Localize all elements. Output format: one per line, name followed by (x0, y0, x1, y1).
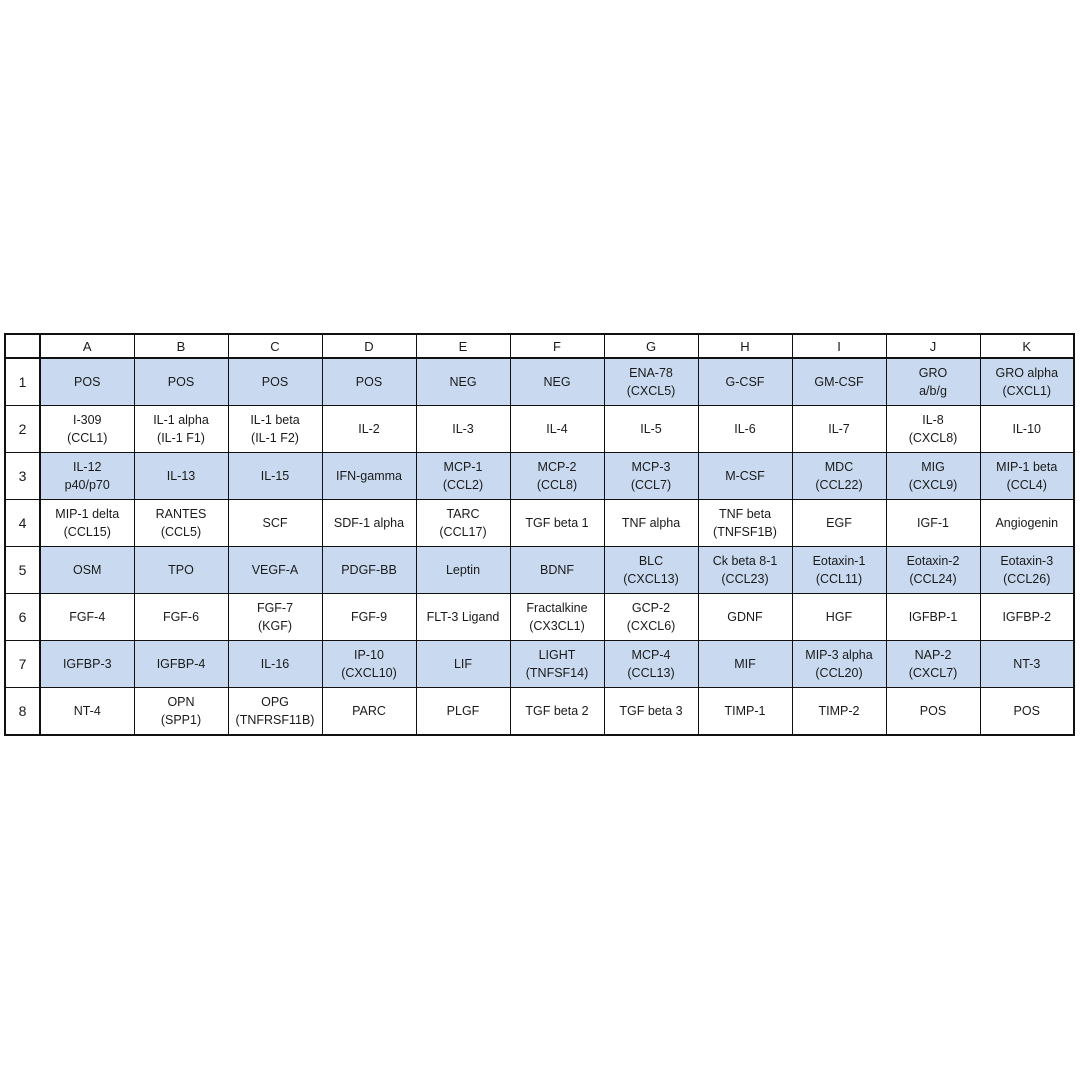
cell-label: IFN-gamma (336, 469, 402, 483)
cell-label: PLGF (446, 704, 480, 718)
table-cell (40, 453, 134, 500)
cell-label: MDC (824, 460, 854, 474)
table-row (5, 641, 1074, 688)
cell-label: LIGHT (538, 648, 576, 662)
table-cell (698, 594, 792, 641)
table-cell (228, 406, 322, 453)
cell-label: IL-1 alpha (153, 413, 209, 427)
cell-sublabel: (CCL22) (815, 478, 863, 492)
cell-label: IL-15 (260, 469, 290, 483)
cell-label: POS (919, 704, 947, 718)
table-cell (886, 641, 980, 688)
table-cell (510, 453, 604, 500)
cell-label: IL-4 (546, 422, 568, 436)
row-header: 7 (5, 641, 40, 688)
cell-label: IL-1 beta (250, 413, 300, 427)
cell-label: POS (167, 375, 195, 389)
cell-sublabel: (TNFRSF11B) (235, 713, 315, 727)
column-header: F (510, 334, 604, 358)
cell-label: RANTES (155, 507, 207, 521)
cell-label: IL-6 (734, 422, 756, 436)
cell-label: MIG (921, 460, 945, 474)
cell-label: Angiogenin (995, 516, 1059, 530)
cell-label: GCP-2 (631, 601, 671, 615)
cell-label: IL-5 (640, 422, 662, 436)
table-cell (698, 500, 792, 547)
table-cell (134, 358, 228, 406)
table-cell (698, 406, 792, 453)
table-cell (416, 641, 510, 688)
table-cell (416, 547, 510, 594)
cell-label: OSM (73, 563, 102, 577)
cell-label: POS (261, 375, 289, 389)
cell-sublabel: (CXCL10) (341, 666, 397, 680)
cell-label: IL-16 (260, 657, 290, 671)
table-cell (40, 358, 134, 406)
cell-label: ENA-78 (629, 366, 673, 380)
table-cell (886, 358, 980, 406)
cell-label: BDNF (539, 563, 575, 577)
cell-sublabel: (CCL4) (1006, 478, 1047, 492)
cell-label: NEG (449, 375, 477, 389)
cell-label: TGF beta 1 (525, 516, 589, 530)
table-cell (604, 594, 698, 641)
column-header-row (5, 334, 1074, 358)
table-cell (792, 500, 886, 547)
table-cell (228, 594, 322, 641)
table-cell (416, 500, 510, 547)
cell-label: MCP-3 (631, 460, 671, 474)
cell-label: NEG (543, 375, 571, 389)
table-cell (604, 641, 698, 688)
table-cell (40, 594, 134, 641)
cell-label: Ck beta 8-1 (712, 554, 778, 568)
row-header: 5 (5, 547, 40, 594)
table-cell (886, 500, 980, 547)
cell-sublabel: (CCL1) (67, 431, 108, 445)
cell-label: TGF beta 3 (619, 704, 683, 718)
cell-sublabel: (TNFSF1B) (713, 525, 777, 539)
table-cell (416, 406, 510, 453)
cell-label: TGF beta 2 (525, 704, 589, 718)
cell-label: IGF-1 (917, 516, 949, 530)
table-row (5, 688, 1074, 736)
cell-label: TIMP-1 (724, 704, 766, 718)
column-header: I (792, 334, 886, 358)
table-cell (40, 641, 134, 688)
cell-sublabel: (IL-1 F1) (157, 431, 205, 445)
table-row (5, 547, 1074, 594)
cell-label: PARC (352, 704, 386, 718)
cell-sublabel: (CCL13) (627, 666, 675, 680)
table-cell (322, 594, 416, 641)
table-cell (416, 688, 510, 736)
table-cell (792, 406, 886, 453)
table-cell (604, 406, 698, 453)
cell-label: POS (355, 375, 383, 389)
table-cell (322, 688, 416, 736)
cell-label: SDF-1 alpha (333, 516, 405, 530)
cell-label: TNF beta (718, 507, 772, 521)
cell-label: PDGF-BB (341, 563, 397, 577)
column-header: K (980, 334, 1074, 358)
cell-sublabel: (CCL17) (439, 525, 487, 539)
cell-label: FLT-3 Ligand (426, 610, 500, 624)
cell-label: IL-13 (166, 469, 196, 483)
cell-sublabel: (CCL23) (721, 572, 769, 586)
table-cell (134, 641, 228, 688)
column-header: H (698, 334, 792, 358)
table-cell (698, 688, 792, 736)
cell-label: MIP-1 delta (55, 507, 120, 521)
cell-label: NT-4 (73, 704, 101, 718)
column-header: B (134, 334, 228, 358)
cell-sublabel: (CXCL5) (626, 384, 676, 398)
table-cell (886, 688, 980, 736)
row-header: 3 (5, 453, 40, 500)
cell-label: POS (1013, 704, 1040, 718)
cell-label: NAP-2 (914, 648, 952, 662)
table-cell (322, 500, 416, 547)
table-row (5, 594, 1074, 641)
row-header: 4 (5, 500, 40, 547)
table-cell (322, 358, 416, 406)
cell-sublabel: (SPP1) (160, 713, 202, 727)
cell-label: SCF (262, 516, 288, 530)
cell-label: Eotaxin-3 (1000, 554, 1054, 568)
table-cell (228, 453, 322, 500)
cell-sublabel: (CCL7) (630, 478, 672, 492)
cell-label: IL-3 (452, 422, 474, 436)
table-row (5, 406, 1074, 453)
column-header: C (228, 334, 322, 358)
cell-sublabel: (CCL5) (160, 525, 202, 539)
cell-sublabel: (CXCL1) (1002, 384, 1052, 398)
table-cell (228, 641, 322, 688)
table-cell (792, 453, 886, 500)
cell-label: FGF-7 (256, 601, 294, 615)
cell-label: IL-12 (73, 460, 102, 474)
column-header: D (322, 334, 416, 358)
table-cell (980, 406, 1074, 453)
table-cell (228, 547, 322, 594)
table-cell (40, 688, 134, 736)
table-cell (228, 688, 322, 736)
table-cell (416, 453, 510, 500)
cell-label: MIF (734, 657, 756, 671)
row-header: 1 (5, 358, 40, 406)
cell-sublabel: (CCL20) (815, 666, 863, 680)
cell-label: TARC (446, 507, 480, 521)
table-cell (980, 358, 1074, 406)
table-cell (510, 406, 604, 453)
table-cell (886, 406, 980, 453)
cell-sublabel: (CCL11) (815, 572, 863, 586)
cell-label: FGF-6 (162, 610, 200, 624)
table-cell (228, 358, 322, 406)
cell-label: GRO (918, 366, 948, 380)
table-cell (604, 358, 698, 406)
cell-label: MCP-2 (537, 460, 577, 474)
cell-sublabel: a/b/g (919, 384, 947, 398)
cell-sublabel: (IL-1 F2) (251, 431, 299, 445)
cell-sublabel: (CCL2) (442, 478, 484, 492)
table-cell (792, 594, 886, 641)
cell-label: TIMP-2 (818, 704, 860, 718)
cell-sublabel: (CCL8) (536, 478, 578, 492)
table-cell (322, 547, 416, 594)
cell-sublabel: (TNFSF14) (525, 666, 589, 680)
table-cell (604, 547, 698, 594)
cell-label: GM-CSF (814, 375, 864, 389)
cell-label: FGF-4 (69, 610, 106, 624)
table-cell (886, 594, 980, 641)
column-header: J (886, 334, 980, 358)
corner-cell (5, 334, 40, 358)
table-cell (322, 406, 416, 453)
cell-sublabel: (CCL26) (1003, 572, 1051, 586)
cell-label: IGFBP-3 (62, 657, 112, 671)
table-cell (134, 688, 228, 736)
cell-label: HGF (825, 610, 853, 624)
table-row (5, 453, 1074, 500)
cell-label: LIF (453, 657, 473, 671)
cell-label: MCP-4 (631, 648, 671, 662)
cell-sublabel: (CXCL8) (908, 431, 958, 445)
table-cell (40, 500, 134, 547)
table-cell (792, 358, 886, 406)
cell-label: VEGF-A (251, 563, 299, 577)
cell-label: BLC (638, 554, 664, 568)
cell-label: G-CSF (725, 375, 765, 389)
table-cell (40, 406, 134, 453)
table-cell (228, 500, 322, 547)
array-map-table (4, 333, 1075, 736)
table-cell (886, 453, 980, 500)
table-cell (886, 547, 980, 594)
table-cell (134, 547, 228, 594)
cell-label: TPO (168, 563, 194, 577)
cell-label: MIP-1 beta (996, 460, 1058, 474)
table-cell (510, 688, 604, 736)
cell-sublabel: (CX3CL1) (529, 619, 585, 633)
cell-sublabel: (CCL15) (63, 525, 111, 539)
cell-label: Eotaxin-1 (812, 554, 866, 568)
cell-label: OPN (167, 695, 195, 709)
table-cell (792, 547, 886, 594)
cell-label: MCP-1 (443, 460, 483, 474)
table-cell (322, 453, 416, 500)
cell-label: TNF alpha (621, 516, 681, 530)
table-cell (792, 688, 886, 736)
cell-label: IGFBP-2 (1002, 610, 1052, 624)
column-header: G (604, 334, 698, 358)
cell-label: EGF (826, 516, 852, 530)
cell-label: Fractalkine (526, 601, 588, 615)
table-cell (604, 500, 698, 547)
table-cell (698, 358, 792, 406)
table-cell (698, 547, 792, 594)
cell-label: IL-7 (828, 422, 850, 436)
table-cell (604, 453, 698, 500)
cell-label: IL-2 (358, 422, 380, 436)
table-cell (980, 453, 1074, 500)
cell-label: IGFBP-1 (908, 610, 958, 624)
cell-label: I-309 (73, 413, 102, 427)
table-cell (134, 594, 228, 641)
column-header: E (416, 334, 510, 358)
cell-label: GRO alpha (995, 366, 1059, 380)
table-cell (980, 688, 1074, 736)
table-cell (980, 500, 1074, 547)
table-cell (980, 594, 1074, 641)
table-row (5, 358, 1074, 406)
table-cell (416, 594, 510, 641)
cell-label: IL-10 (1012, 422, 1041, 436)
row-header: 2 (5, 406, 40, 453)
cell-label: GDNF (727, 610, 763, 624)
cell-label: M-CSF (725, 469, 765, 483)
table-cell (792, 641, 886, 688)
row-header: 8 (5, 688, 40, 736)
table-cell (510, 500, 604, 547)
table-cell (510, 594, 604, 641)
cell-label: FGF-9 (350, 610, 388, 624)
table-cell (40, 547, 134, 594)
table-cell (980, 641, 1074, 688)
table-cell (510, 358, 604, 406)
cell-sublabel: (KGF) (257, 619, 293, 633)
table-cell (698, 641, 792, 688)
cell-sublabel: (CXCL6) (626, 619, 676, 633)
row-header: 6 (5, 594, 40, 641)
cell-label: IP-10 (354, 648, 384, 662)
table-cell (510, 547, 604, 594)
table-cell (134, 406, 228, 453)
cell-label: IGFBP-4 (156, 657, 206, 671)
cell-label: MIP-3 alpha (805, 648, 873, 662)
column-header: A (40, 334, 134, 358)
table-body (5, 358, 1074, 735)
cell-sublabel: (CXCL9) (908, 478, 958, 492)
cell-label: NT-3 (1013, 657, 1041, 671)
table-cell (510, 641, 604, 688)
table-cell (322, 641, 416, 688)
cell-sublabel: (CXCL13) (623, 572, 679, 586)
table-row (5, 500, 1074, 547)
cell-sublabel: (CXCL7) (908, 666, 958, 680)
table-cell (980, 547, 1074, 594)
table-cell (134, 453, 228, 500)
cell-sublabel: p40/p70 (64, 478, 110, 492)
cell-label: Eotaxin-2 (906, 554, 960, 568)
cell-label: Leptin (445, 563, 481, 577)
table-cell (604, 688, 698, 736)
cell-label: OPG (261, 695, 289, 709)
table-cell (698, 453, 792, 500)
cell-sublabel: (CCL24) (909, 572, 957, 586)
cell-label: POS (74, 375, 101, 389)
table-cell (416, 358, 510, 406)
cell-label: IL-8 (922, 413, 944, 427)
table-cell (134, 500, 228, 547)
